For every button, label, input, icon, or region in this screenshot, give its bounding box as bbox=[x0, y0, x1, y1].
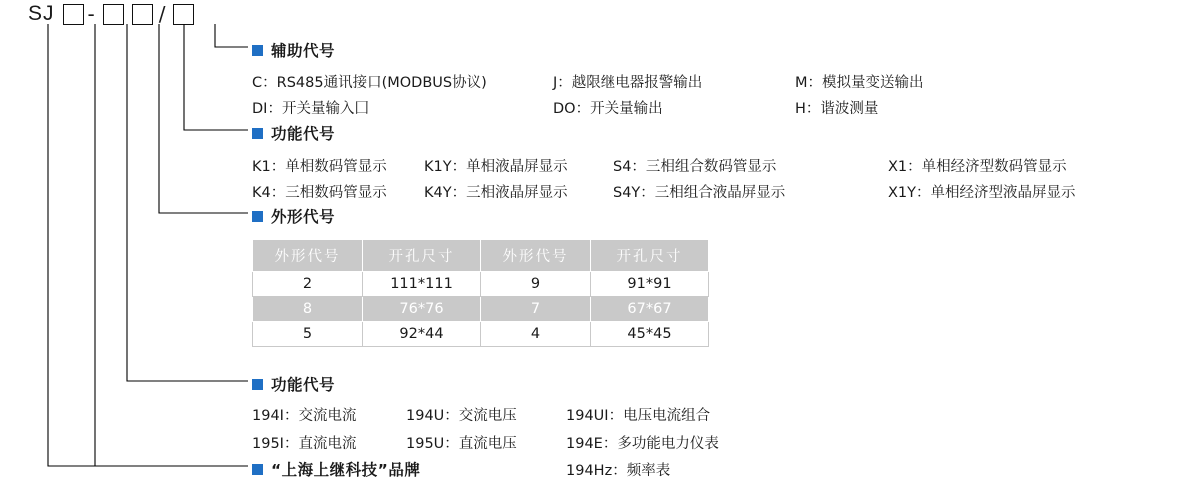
th-hole-size-2: 开孔尺寸 bbox=[591, 240, 709, 272]
cell-r2c4: 67*67 bbox=[591, 297, 709, 322]
table-row bbox=[253, 272, 709, 297]
table-header-row bbox=[253, 240, 709, 272]
func-type-row-2-col-1: 195I：直流电流 bbox=[252, 436, 357, 452]
section-header-shape: 外形代号 bbox=[252, 205, 335, 227]
cell-r3c3: 4 bbox=[481, 322, 591, 347]
func-type-row-1-col-2: 194U：交流电压 bbox=[406, 408, 517, 424]
cell-r3c4: 45*45 bbox=[591, 322, 709, 347]
section-header-func-type: 功能代号 bbox=[252, 373, 335, 395]
cell-r3c1: 5 bbox=[253, 322, 363, 347]
func-display-row-1-col-2: K1Y：单相液晶屏显示 bbox=[424, 159, 568, 175]
aux-row-2-col-3: H：谐波测量 bbox=[795, 101, 879, 117]
cell-r1c2: 111*111 bbox=[363, 272, 481, 297]
model-code-line bbox=[28, 2, 194, 26]
cell-r1c1: 2 bbox=[253, 272, 363, 297]
aux-row-1-col-2: J：越限继电器报警输出 bbox=[553, 75, 703, 91]
aux-row-1-col-1: C：RS485通讯接口(MODBUS协议) bbox=[252, 75, 487, 91]
func-type-row-2-col-2: 195U：直流电压 bbox=[406, 436, 517, 452]
code-box-2[interactable] bbox=[103, 4, 124, 25]
code-slash: / bbox=[158, 2, 166, 26]
func-display-row-1-col-1: K1：单相数码管显示 bbox=[252, 159, 387, 175]
table-row bbox=[253, 322, 709, 347]
cell-r2c1: 8 bbox=[253, 297, 363, 322]
th-shape-code-2: 外形代号 bbox=[481, 240, 591, 272]
th-hole-size-1: 开孔尺寸 bbox=[363, 240, 481, 272]
func-display-row-2-col-3: S4Y：三相组合液晶屏显示 bbox=[613, 185, 786, 201]
func-type-row-2-col-3: 194E：多功能电力仪表 bbox=[566, 436, 719, 452]
func-display-row-2-col-1: K4：三相数码管显示 bbox=[252, 185, 387, 201]
dimension-table bbox=[252, 239, 709, 347]
aux-row-2-col-1: DI：开关量输入囗 bbox=[252, 101, 369, 117]
marker-square-icon bbox=[252, 45, 263, 56]
cell-r3c2: 92*44 bbox=[363, 322, 481, 347]
code-box-3[interactable] bbox=[132, 4, 153, 25]
cell-r2c3: 7 bbox=[481, 297, 591, 322]
func-display-row-1-col-3: S4：三相组合数码管显示 bbox=[613, 159, 777, 175]
marker-square-icon bbox=[252, 211, 263, 222]
func-display-row-1-col-4: X1：单相经济型数码管显示 bbox=[888, 159, 1067, 175]
th-shape-code-1: 外形代号 bbox=[253, 240, 363, 272]
func-type-row-3-col-3: 194Hz：频率表 bbox=[566, 463, 671, 479]
func-display-row-2-col-4: X1Y：单相经济型液晶屏显示 bbox=[888, 185, 1076, 201]
func-type-row-1-col-1: 194I：交流电流 bbox=[252, 408, 357, 424]
section-header-aux: 辅助代号 bbox=[252, 39, 335, 61]
code-dash: - bbox=[87, 2, 95, 26]
section-header-func-display: 功能代号 bbox=[252, 122, 335, 144]
aux-row-2-col-2: DO：开关量输出 bbox=[553, 101, 663, 117]
table-row bbox=[253, 297, 709, 322]
marker-square-icon bbox=[252, 128, 263, 139]
cell-r2c2: 76*76 bbox=[363, 297, 481, 322]
section-header-brand: “上海上继科技”品牌 bbox=[252, 458, 420, 480]
marker-square-icon bbox=[252, 379, 263, 390]
code-box-4[interactable] bbox=[173, 4, 194, 25]
cell-r1c4: 91*91 bbox=[591, 272, 709, 297]
marker-square-icon bbox=[252, 464, 263, 475]
aux-row-1-col-3: M：模拟量变送输出 bbox=[795, 75, 924, 91]
code-box-1[interactable] bbox=[63, 4, 84, 25]
func-type-row-1-col-3: 194UI：电压电流组合 bbox=[566, 408, 711, 424]
cell-r1c3: 9 bbox=[481, 272, 591, 297]
model-prefix: SJ bbox=[28, 2, 55, 25]
func-display-row-2-col-2: K4Y：三相液晶屏显示 bbox=[424, 185, 568, 201]
